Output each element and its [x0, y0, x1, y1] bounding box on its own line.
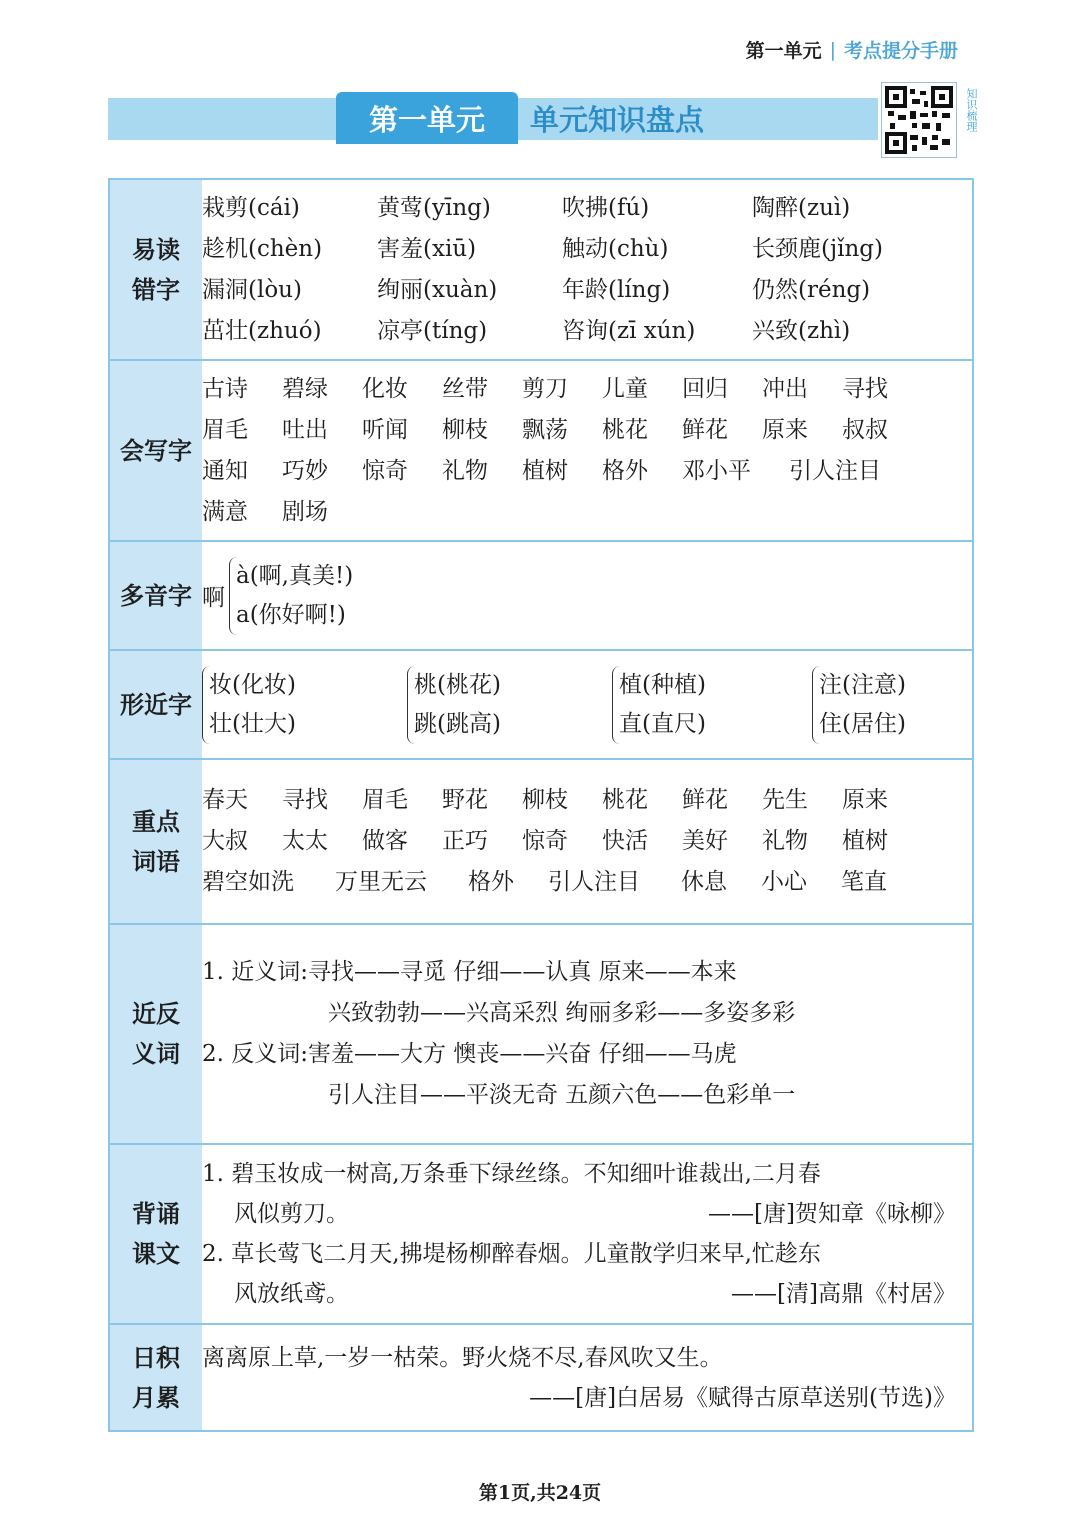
similar-char: 植(种植): [619, 671, 706, 698]
similar-char: 桃(桃花): [414, 671, 501, 698]
key-words-line: [202, 821, 972, 862]
pronunciation-list: [202, 188, 972, 352]
writing-word: 植树: [522, 457, 568, 484]
reading: a(你好啊!): [236, 601, 346, 628]
key-word: 礼物: [762, 828, 808, 854]
row-riji: [109, 1324, 973, 1431]
key-word: 格外: [468, 869, 514, 895]
reading: à(啊,真美!): [236, 562, 354, 589]
writing-word: 寻找: [842, 375, 888, 402]
row-label: 日积 月累: [109, 1324, 202, 1431]
poem-source: ——[唐]贺知章《咏柳》: [708, 1201, 956, 1227]
writing-word: 格外: [602, 457, 648, 484]
writing-word: 剧场: [282, 498, 328, 525]
similar-pair: [612, 666, 812, 744]
qr-code-icon[interactable]: [881, 82, 957, 158]
knowledge-table: [108, 178, 974, 1432]
similar-pair: [812, 666, 962, 744]
pronunciation-item: 漏洞(lòu): [202, 276, 302, 303]
writing-word: 眉毛: [202, 416, 248, 443]
row-label: 近反 义词: [109, 924, 202, 1144]
key-word: 引人注目: [548, 869, 640, 895]
accumulation-line: 离离原上草,一岁一枯荣。野火烧不尽,春风吹又生。: [202, 1344, 723, 1371]
polyphone-readings: [229, 557, 353, 635]
key-word: 惊奇: [522, 828, 568, 854]
writing-word: 叔叔: [842, 416, 888, 443]
row-label: 背诵 课文: [109, 1144, 202, 1324]
key-words-line: [202, 780, 972, 821]
writing-word: 引人注目: [789, 457, 881, 484]
pronunciation-item: 凉亭(tíng): [377, 317, 488, 344]
key-word: 大叔: [202, 828, 248, 854]
qr-caption: 知识梳理: [965, 88, 978, 132]
synonym-line: 1. 近义词:寻找——寻觅 仔细——认真 原来——本来: [202, 959, 737, 985]
key-word: 美好: [682, 828, 728, 854]
pronunciation-item: 绚丽(xuàn): [377, 276, 498, 303]
writing-word: 巧妙: [282, 457, 328, 484]
row-beisong: [109, 1144, 973, 1324]
pronunciation-item: 仍然(réng): [752, 276, 871, 303]
key-word: 做客: [362, 828, 408, 854]
writing-word: 吐出: [282, 416, 328, 443]
header-subtitle: 考点提分手册: [843, 40, 958, 62]
pronunciation-item: 长颈鹿(jǐng): [752, 235, 883, 262]
writing-word: 鲜花: [682, 416, 728, 443]
writing-word: 碧绿: [282, 375, 328, 402]
writing-word: 礼物: [442, 457, 488, 484]
row-duoyin: [109, 541, 973, 650]
polyphone-char: 啊: [202, 585, 225, 611]
key-word: 小心: [761, 869, 807, 895]
writing-word: 古诗: [202, 375, 248, 402]
key-word: 原来: [842, 787, 888, 813]
poem-line: 2. 草长莺飞二月天,拂堤杨柳醉春烟。儿童散学归来早,忙趁东: [202, 1241, 821, 1267]
accumulation-source: ——[唐]白居易《赋得古原草送别(节选)》: [529, 1384, 956, 1411]
poem-text: 风放纸鸢。: [234, 1281, 349, 1307]
writing-word: 柳枝: [442, 416, 488, 443]
row-label: 易读 错字: [109, 179, 202, 360]
writing-word: 桃花: [602, 416, 648, 443]
writing-words: [202, 369, 972, 533]
similar-pair: [202, 666, 407, 744]
writing-word: 丝带: [442, 375, 488, 402]
key-word: 眉毛: [362, 787, 408, 813]
writing-word: 儿童: [602, 375, 648, 402]
antonym-line: 2. 反义词:害羞——大方 懊丧——兴奋 仔细——马虎: [202, 1041, 737, 1067]
writing-word: 原来: [762, 416, 808, 443]
writing-word: 飘荡: [522, 416, 568, 443]
page-footer: 第1页,共24页: [478, 1482, 602, 1504]
key-word: 快活: [602, 828, 648, 854]
poem-source: ——[清]高鼎《村居》: [731, 1281, 956, 1307]
key-word: 植树: [842, 828, 888, 854]
poem-text: 风似剪刀。: [234, 1201, 349, 1227]
pronunciation-item: 兴致(zhì): [752, 317, 851, 344]
writing-word: 剪刀: [522, 375, 568, 402]
header-separator: |: [829, 38, 836, 61]
poem-line: 1. 碧玉妆成一树高,万条垂下绿丝绦。不知细叶谁裁出,二月春: [202, 1161, 821, 1187]
row-label: 会写字: [109, 360, 202, 541]
writing-word: 通知: [202, 457, 248, 484]
antonym-line: 引人注目——平淡无奇 五颜六色——色彩单一: [328, 1082, 796, 1108]
pronunciation-item: 害羞(xiū): [377, 235, 477, 262]
similar-char: 妆(化妆): [209, 671, 296, 698]
key-word: 春天: [202, 787, 248, 813]
synonym-line: 兴致勃勃——兴高采烈 绚丽多彩——多姿多彩: [328, 1000, 796, 1026]
similar-char: 直(直尺): [619, 710, 706, 737]
pronunciation-item: 茁壮(zhuó): [202, 317, 322, 344]
similar-pair: [407, 666, 612, 744]
writing-word: 惊奇: [362, 457, 408, 484]
key-word: 寻找: [282, 787, 328, 813]
row-huixie: [109, 360, 973, 541]
writing-word: 回归: [682, 375, 728, 402]
row-label: 多音字: [109, 541, 202, 650]
header-unit: 第一单元: [745, 40, 822, 62]
key-words: [202, 780, 972, 903]
row-zhongdian: [109, 759, 973, 924]
row-yidu: [109, 179, 973, 360]
key-word: 柳枝: [522, 787, 568, 813]
section-title: 单元知识盘点: [530, 103, 705, 137]
row-xingjin: [109, 650, 973, 759]
writing-word: 满意: [202, 498, 248, 525]
similar-chars: [202, 666, 972, 744]
key-word: 鲜花: [682, 787, 728, 813]
key-word: 碧空如洗: [202, 869, 294, 895]
key-word: 正巧: [442, 828, 488, 854]
row-jinfan: [109, 924, 973, 1144]
writing-word: 化妆: [362, 375, 408, 402]
key-word: 笔直: [841, 869, 887, 895]
key-word: 太太: [282, 828, 328, 854]
pronunciation-item: 陶醉(zuì): [752, 194, 851, 221]
poem-line: [202, 1194, 972, 1234]
pronunciation-item: 咨询(zī xún): [562, 317, 696, 344]
writing-word: 邓小平: [682, 457, 751, 484]
similar-char: 注(注意): [819, 671, 906, 698]
poem-line: [202, 1274, 972, 1314]
writing-word: 冲出: [762, 375, 808, 402]
key-words-line: [202, 862, 972, 903]
row-label: 形近字: [109, 650, 202, 759]
similar-char: 跳(跳高): [414, 710, 501, 737]
similar-char: 壮(壮大): [209, 710, 296, 737]
pronunciation-item: 吹拂(fú): [562, 194, 650, 221]
unit-tab: 第一单元: [336, 92, 518, 144]
pronunciation-item: 年龄(líng): [562, 276, 671, 303]
running-header: [746, 36, 958, 63]
pronunciation-item: 黄莺(yīng): [377, 194, 491, 221]
key-word: 桃花: [602, 787, 648, 813]
row-label: 重点 词语: [109, 759, 202, 924]
pronunciation-item: 栽剪(cái): [202, 194, 300, 221]
key-word: 先生: [762, 787, 808, 813]
key-word: 万里无云: [335, 869, 427, 895]
writing-word: 听闻: [362, 416, 408, 443]
key-word: 休息: [681, 869, 727, 895]
key-word: 野花: [442, 787, 488, 813]
pronunciation-item: 趁机(chèn): [202, 235, 323, 262]
pronunciation-item: 触动(chù): [562, 235, 669, 262]
similar-char: 住(居住): [819, 710, 906, 737]
